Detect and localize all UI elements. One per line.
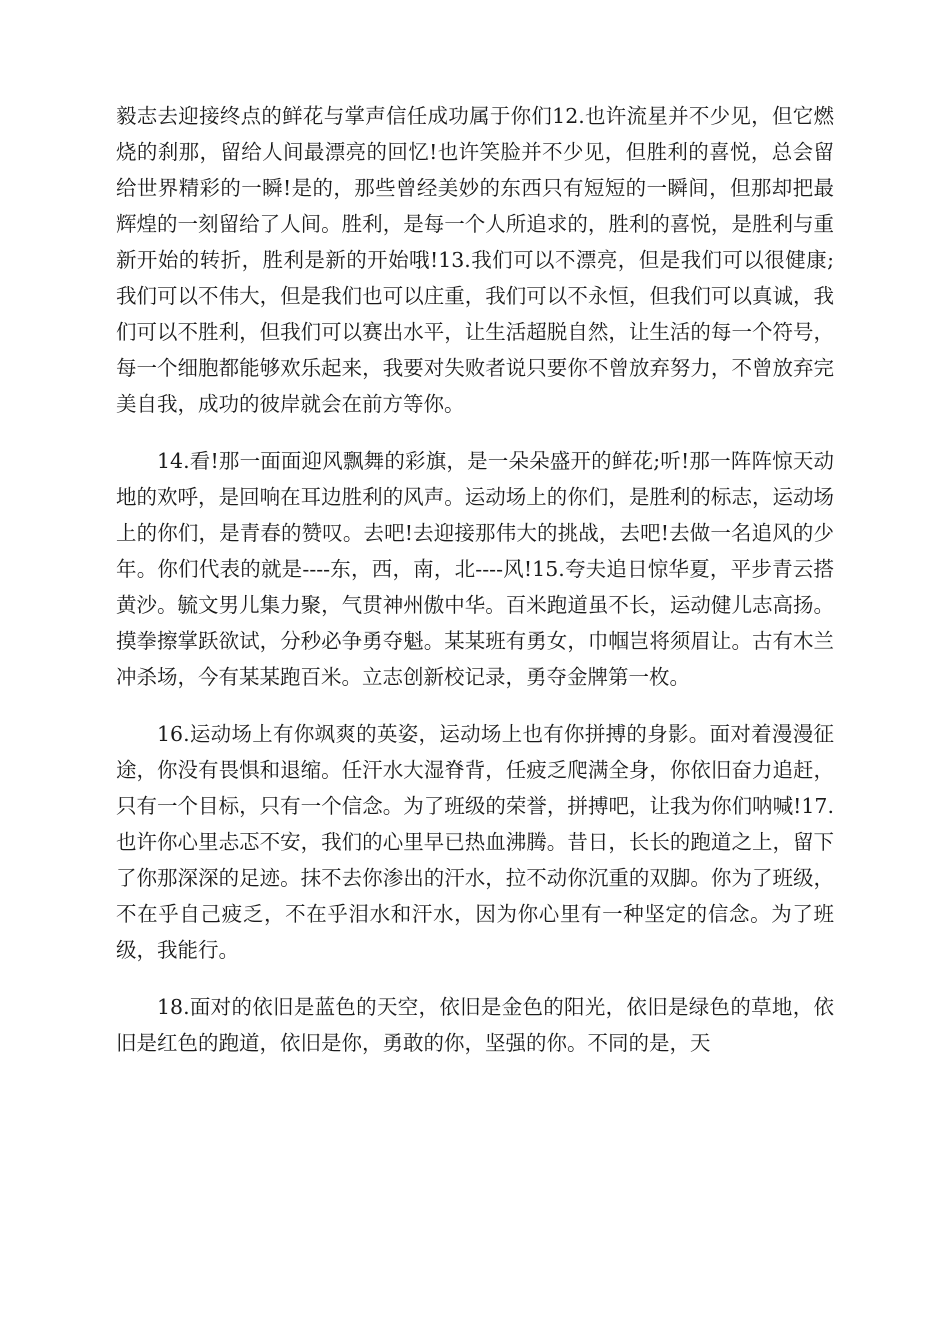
paragraph-1: 毅志去迎接终点的鲜花与掌声信任成功属于你们12.也许流星并不少见，但它燃烧的刹那，留给人间最漂亮的回忆!也许笑脸并不少见，但胜利的喜悦，总会留给世界精彩的一瞬!是的，那些曾经美妙的东西只有短短的一瞬间，但那却把最辉煌的一刻留给了人间。胜利，是每一个人所追求的，胜利的喜悦，是胜利与重新开始的转折，胜利是新的开始哦!13.我们可以不漂亮，但是我们可以很健康;我们可以不伟大，但是我们也可以庄重，我们可以不永恒，但我们可以真诚，我们可以不胜利，但我们可以赛出水平，让生活超脱自然，让生活的每一个符号，每一个细胞都能够欢乐起来，我要对失败者说只要你不曾放弃努力，不曾放弃完美自我，成功的彼岸就会在前方等你。 — [116, 104, 834, 416]
paragraph-3: 16.运动场上有你飒爽的英姿，运动场上也有你拼搏的身影。面对着漫漫征途，你没有畏惧和退缩。任汗水大湿脊背，任疲乏爬满全身，你依旧奋力追赶，只有一个目标，只有一个信念。为了班级的荣誉，拼搏吧，让我为你们呐喊!17.也许你心里忐忑不安，我们的心里早已热血沸腾。昔日，长长的跑道之上，留下了你那深深的足迹。抹不去你渗出的汗水，拉不动你沉重的双脚。你为了班级，不在乎自己疲乏，不在乎泪水和汗水，因为你心里有一种坚定的信念。为了班级，我能行。 — [116, 722, 834, 962]
paragraph-2: 14.看!那一面面迎风飘舞的彩旗，是一朵朵盛开的鲜花;听!那一阵阵惊天动地的欢呼，是回响在耳边胜利的风声。运动场上的你们，是胜利的标志，运动场上的你们，是青春的赞叹。去吧!去迎接那伟大的挑战，去吧!去做一名追风的少年。你们代表的就是----东，西，南，北----风!15.夸夫追日惊华夏，平步青云搭黄沙。毓文男儿集力聚，气贯神州傲中华。百米跑道虽不长，运动健儿志高扬。摸拳擦掌跃欲试，分秒必争勇夺魁。某某班有勇女，巾帼岂将须眉让。古有木兰冲杀场，今有某某跑百米。立志创新校记录，勇夺金牌第一枚。 — [116, 449, 834, 689]
paragraph-4: 18.面对的依旧是蓝色的天空，依旧是金色的阳光，依旧是绿色的草地，依旧是红色的跑道，依旧是你，勇敢的你，坚强的你。不同的是，天 — [116, 995, 834, 1055]
paragraph-spacer — [116, 968, 834, 989]
paragraph-spacer — [116, 422, 834, 443]
document-page — [116, 98, 834, 1061]
paragraph-spacer — [116, 695, 834, 716]
